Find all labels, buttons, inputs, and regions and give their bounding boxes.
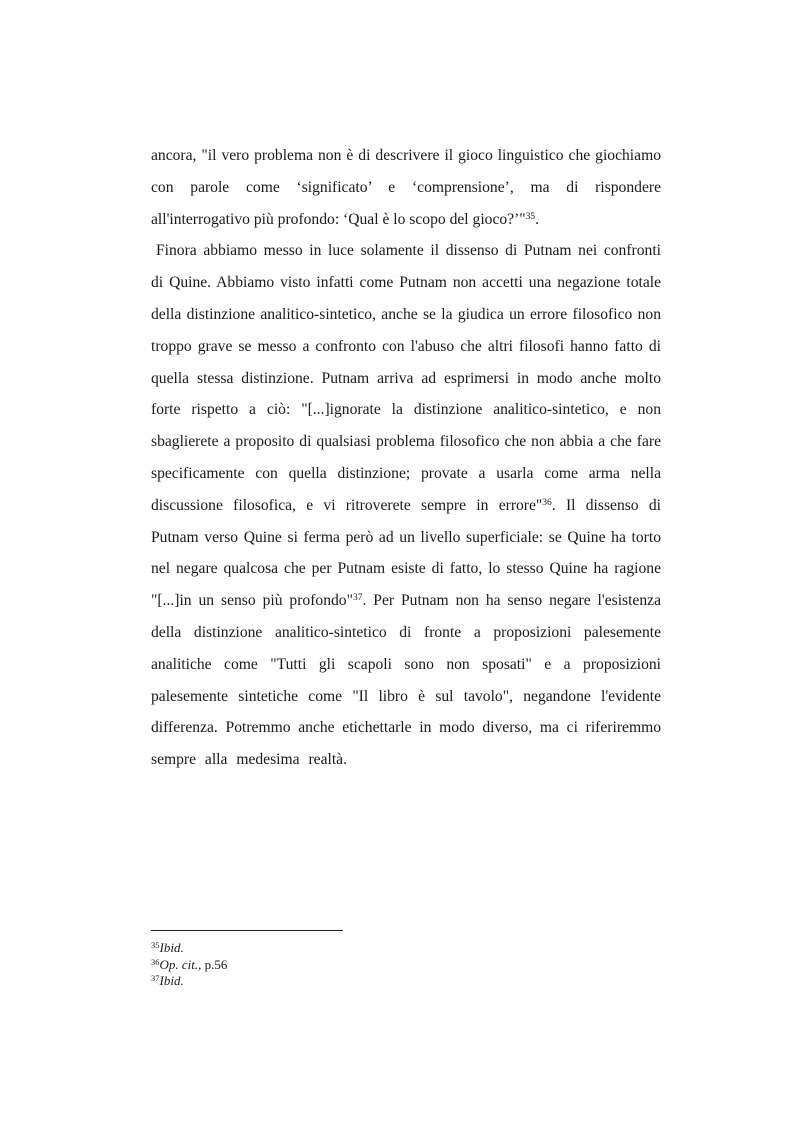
footnote-ref: 37: [352, 593, 363, 604]
text-line: discussione filosofica, e vi ritroverete sempre in errore"$^{36}$. Il dissenso di: [151, 496, 662, 514]
text-line: sempre alla medesima realtà.: [151, 751, 347, 769]
text-line: troppo grave se messo a confronto con l'abuso che altri filosofi hanno fatto di: [151, 337, 661, 355]
text-line: forte rispetto a ciò: "[...]ignorate la distinzione analitico-sintetico, e non: [151, 401, 661, 419]
footnote-separator: [151, 930, 343, 931]
footnote: $^{37}$Ibid.: [151, 973, 184, 988]
footnote-ref: 36: [542, 497, 552, 508]
footnote: $^{36}$Op. cit., p.56: [151, 956, 228, 972]
text-line: Putnam verso Quine si ferma però ad un livello superficiale: se Quine ha torto: [151, 528, 661, 546]
text-line: quella stessa distinzione. Putnam arriva ad esprimersi in modo anche molto: [151, 369, 661, 387]
footnotes: [151, 940, 451, 990]
text-line: specificamente con quella distinzione; provate a usarla come arma nella: [151, 464, 661, 482]
text-line: "[...]in un senso più profondo"$^{37}$. Per Putnam non ha senso negare l'esistenza: [151, 592, 661, 610]
text-line: palesemente sintetiche come "Il libro è sul tavolo", negandone l'evidente: [151, 687, 661, 705]
footnote-ref: 35: [525, 211, 536, 222]
main-text: [151, 140, 661, 776]
text-line: con parole come ‘significato’ e ‘comprensione’, ma di rispondere: [151, 178, 661, 196]
footnote: $^{35}$Ibid.: [151, 940, 184, 955]
text-line: sbaglierete a proposito di qualsiasi problema filosofico che non abbia a che fare: [151, 433, 661, 451]
text-line: differenza. Potremmo anche etichettarle in modo diverso, ma ci riferiremmo: [151, 719, 661, 737]
text-line: ancora, "il vero problema non è di descrivere il gioco linguistico che giochiamo: [151, 147, 661, 164]
paragraph-start: Finora abbiamo messo in luce solamente il dissenso di Putnam nei confronti: [156, 242, 661, 260]
text-line: di Quine. Abbiamo visto infatti come Putnam non accetti una negazione totale: [151, 274, 661, 292]
text-line: analitiche come "Tutti gli scapoli sono non sposati" e a proposizioni: [151, 655, 661, 673]
text-line: della distinzione analitico-sintetico di fronte a proposizioni palesemente: [151, 623, 661, 641]
text-line: nel negare qualcosa che per Putnam esiste di fatto, lo stesso Quine ha ragione: [151, 560, 661, 578]
text-line: all'interrogativo più profondo: ‘Qual è lo scopo del gioco?’"$^{35}$.: [151, 210, 540, 228]
text-line: della distinzione analitico-sintetico, anche se la giudica un errore filosofico non: [151, 305, 661, 323]
